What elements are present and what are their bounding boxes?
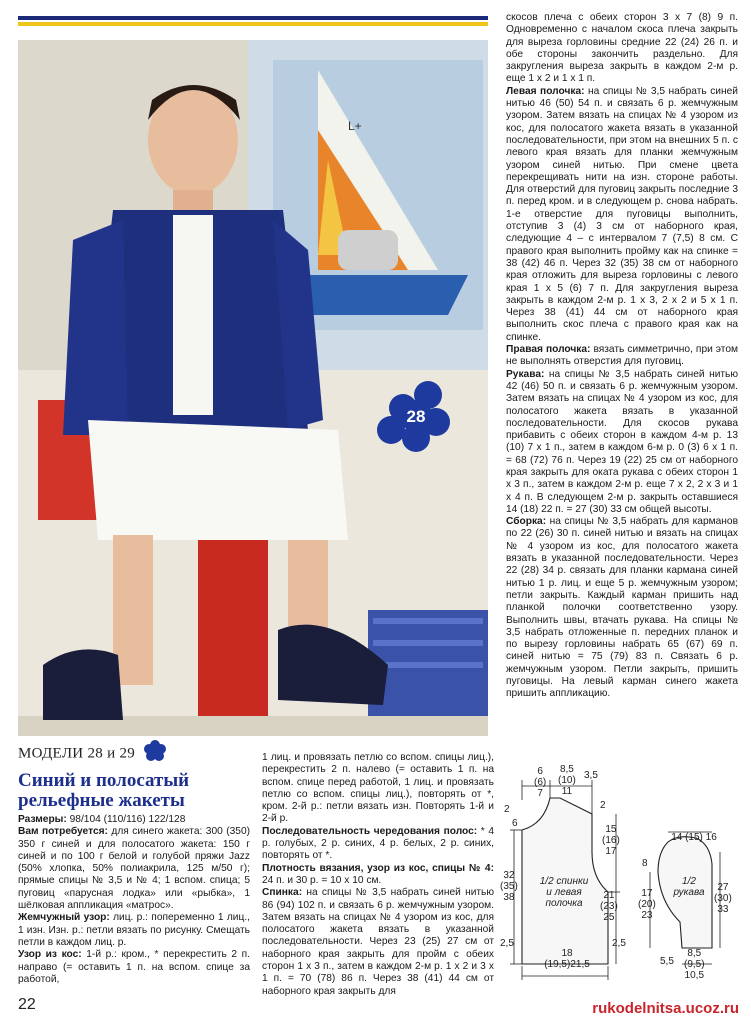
paragraph: [262, 826, 494, 863]
measure-right-21: [600, 890, 618, 923]
paragraph-text: скосов плеча с обеих сторон 3 х 7 (8) 9 п. Одновременно с началом скоса плеча закрыть для выреза горловины средние 22 (24) 26 п. и обе стороны закончить раздельно. Для закругления выреза закрыть в каждом 2-м р. еще 1 х 2 и 1 х 1 п.: [506, 12, 738, 85]
paragraph-text: 98/104 (110/116) 122/128: [66, 814, 186, 825]
sleeve-measure-27: [714, 882, 732, 915]
header-stripe: [18, 16, 488, 28]
paragraph-label: Вам потребуется:: [18, 826, 108, 838]
measure-left-6: [512, 818, 518, 829]
paragraph-label: Спинка:: [262, 887, 303, 899]
paragraph-label: Последовательность чередования полос:: [262, 825, 478, 837]
measure-text: 2: [600, 800, 606, 811]
model-photo: [18, 40, 488, 736]
paragraph-text: * 4 р. голубых, 2 р. синих, 4 р. белых, 2 р. синих, повторять от *.: [262, 825, 494, 862]
paragraph-label: Левая полочка:: [506, 85, 585, 97]
paragraph-label: Сборка:: [506, 516, 547, 528]
measure-left-25: [500, 938, 514, 949]
measure-text: 3,5: [584, 770, 598, 781]
paragraph: [506, 12, 738, 86]
measure-top-85: [558, 764, 576, 797]
paragraph-text: для синего жакета: 300 (350) 350 г синей и для полосатого жакета: 150 г синей и по 100 г белой и голубой пряжи Jazz (50% хлопка, 50% полиакрила, 125 м/50 г); прямые спицы № 3,5 и № 4; 1 вспом. спица; 5 пуговиц «парусная лодка» или «рыбка», 1 шёлковая аппликация «матрос».: [18, 826, 250, 912]
measure-text: 27 (30) 33: [714, 882, 732, 915]
badge-number: 28: [406, 407, 426, 426]
measure-text: 2,5: [612, 938, 626, 949]
paragraph-text: на спицы № 3,5 набрать синей нитью 42 (46) 50 п. и связать 6 р. жемчужным узором. Затем вязать на спицах № 4 узором из кос, для полосатого жакета вязать в указанной последовательности. Для скосов рукава прибавить с обеих сторон в каждом 4-м р. 13 (10) 7 х 1 п., затем в каждом 6-м р. 0 (3) 6 х 1 п. = 68 (72) 76 п. Через 19 (22) 25 см от наборного края закрыть для оката рукава с обеих сторон 1 х 3 п., затем в каждом 2-м р. еще 7 х 2, 2 х 3 и 1 х 4 п. В следующем 2-м р. закрыть оставшиеся 14 (18) 22 п. = 27 (30) 33 см общей высоты.: [506, 368, 738, 515]
sleeve-bottom-measure: [684, 948, 705, 981]
paragraph-text: 1-й р.: кром., * перекрестить 2 п. направо (= оставить 1 п. на вспом. спице за работой,: [18, 949, 250, 985]
measure-text: 17 (20) 23: [638, 888, 656, 921]
sleeve-measure-17: [638, 888, 656, 921]
sleeve-piece-label: 1/2 рукава: [673, 876, 705, 898]
sleeve-measure-8: [642, 858, 648, 869]
measure-text: 14 (15) 16: [671, 832, 717, 843]
measure-text: 6: [512, 818, 518, 829]
measure-left-32: [500, 870, 518, 903]
paragraph: [18, 912, 250, 949]
paragraph: [18, 949, 250, 986]
paragraph-text: на спицы № 3,5 набрать синей нитью 86 (94) 102 п. и связать 6 р. жемчужным узором. Затем вязать на спицах № 4 узором из кос, для полосатого жакета вязать в указанной последовательности. Через 23 (25) 27 см от наборного края закрыть для пройм с обеих сторон 1 х 3 п., затем в каждом 2-м р. 1 х 2 и 3 х 1 п. = 70 (78) 86 п. Через 38 (41) 44 см от наборного края закрыть для: [262, 887, 494, 997]
paragraph: [262, 887, 494, 998]
sleeve-top-measure: [664, 832, 724, 843]
instructions-column-1: [18, 814, 250, 986]
paragraph-text: лиц. р.: попеременно 1 лиц., 1 изн. Изн. р.: петли вязать по рисунку. Смещать петли в каждом лиц. р.: [18, 912, 250, 948]
measure-left-2: [504, 804, 510, 815]
paragraph-text: на спицы № 3,5 набрать для карманов по 22 (26) 30 п. синей нитью и вязать на спицах № 4 узором из кос, для полосатого жакета вязать в указанной последовательности. Через 22 (28) 34 р. связать для планки кармана синей нитью 1 р. лиц. и еще 5 р. жемчужным узором; петли закрыть. Каждый карман пришить над планкой полочки соответственно узору. Выполнить швы, втачать рукава. На спицы № 3,5 набрать отложенные п. передних планок и по вырезу горловины набрать 65 (67) 69 п. синей нитью = 75 (79) 83 п. Связать 6 р. жемчужным узором. Петли закрыть, пришить пуговицы. На левый карман синего жакета пришить аппликацию.: [506, 516, 738, 700]
measure-text: 6 (6) 7: [534, 766, 547, 799]
paragraph: [18, 826, 250, 912]
measure-text: 2,5: [500, 938, 514, 949]
paragraph-label: Размеры:: [18, 814, 67, 825]
measure-top-6: [534, 766, 546, 799]
measure-text: 15 (16) 17: [602, 824, 620, 857]
measure-bottom-18: [542, 948, 592, 970]
paragraph: [506, 369, 738, 517]
watermark-link[interactable]: rukodelnitsa.ucoz.ru: [592, 1000, 739, 1017]
measure-right-2: [600, 800, 606, 811]
paragraph-text: на спицы № 3,5 набрать синей нитью 46 (50) 54 п. и связать 6 р. жемчужным узором. Затем вязать на спицах № 4 узором из кос, для полосатого жакета вязать в указанной последовательности, при этом на внешних 5 п. с левого края вязать для планки жемчужным узором синей нитью. При смене цвета перекрещивать нити на изн. стороне работы. Для отверстий для пуговиц закрыть последние 3 п. перед кром. и в следующем р. снова набрать. 1-е отверстие для пуговицы выполнить, отступив 3 (4) 3 см от наборного края, следующие 4 – с интервалом 7 (7,5) 8 см. С правого края выполнить пройму как на спинке = 38 (42) 46 п. Через 32 (35) 38 см от наборного края отложить для выреза горловины с левого края 1 х 5 (6) 7 п. Для закругления выреза закрыть в каждом 2-м р. 1 х 3, 2 х 2 и 5 х 1 п. Через 38 (41) 44 см от наборного края выполнить скос плеча с правого края как на спинке.: [506, 85, 738, 343]
instructions-column-2: [262, 752, 494, 998]
measure-text: 8,5 (9,5) 10,5: [684, 948, 705, 981]
measure-text: 21 (23) 25: [600, 890, 618, 923]
paragraph-text: 24 п. и 30 р. = 10 х 10 см.: [262, 874, 382, 886]
paragraph-label: Плотность вязания, узор из кос, спицы № 4:: [262, 862, 494, 874]
measure-text: 2: [504, 804, 510, 815]
paragraph-label: Правая полочка:: [506, 344, 591, 356]
measure-right-15: [602, 824, 620, 857]
section-header: [18, 740, 248, 811]
paragraph: [262, 752, 494, 826]
paragraph-text: 1 лиц. и провязать петлю со вспом. спицы лиц.), перекрестить 2 п. налево (= оставить 1 п. на вспом. спице перед работой, 1 лиц. и провязать петлю со вспом. спицы лиц.), повторять от *, кром. 2-й р.: петли вязать изн. Повторять 1-й и 2-й р.: [262, 752, 494, 825]
measure-text: 8,5 (10) 11: [558, 764, 576, 797]
paragraph: [506, 86, 738, 344]
models-label: МОДЕЛИ 28 и 29: [18, 745, 136, 762]
measure-text: 32 (35) 38: [500, 870, 518, 903]
body-piece-label: 1/2 спинки и левая полочка: [539, 876, 589, 909]
sail-text: L+: [348, 119, 362, 133]
measure-text: 18 (19,5)21,5: [544, 948, 590, 970]
sleeve-measure-55: [660, 956, 674, 967]
paragraph-label: Узор из кос:: [18, 949, 82, 961]
paragraph: [506, 344, 738, 369]
paragraph-label: Рукава:: [506, 368, 545, 380]
measure-top-35: [584, 770, 598, 781]
measure-right-25: [612, 938, 626, 949]
paragraph-text: вязать симметрично, при этом не выполнять отверстия для пуговиц.: [506, 344, 738, 368]
measure-text: 5,5: [660, 956, 674, 967]
paragraph: [18, 814, 250, 826]
paragraph: [506, 516, 738, 700]
measure-text: 8: [642, 858, 648, 869]
paragraph: [262, 863, 494, 888]
page-title: Синий и полосатый рельефные жакеты: [18, 770, 190, 811]
page-number: 22: [18, 996, 36, 1013]
instructions-column-3: [506, 12, 738, 701]
pattern-diagram: [500, 752, 744, 984]
paragraph-label: Жемчужный узор:: [18, 912, 110, 924]
flower-icon: [144, 740, 166, 767]
